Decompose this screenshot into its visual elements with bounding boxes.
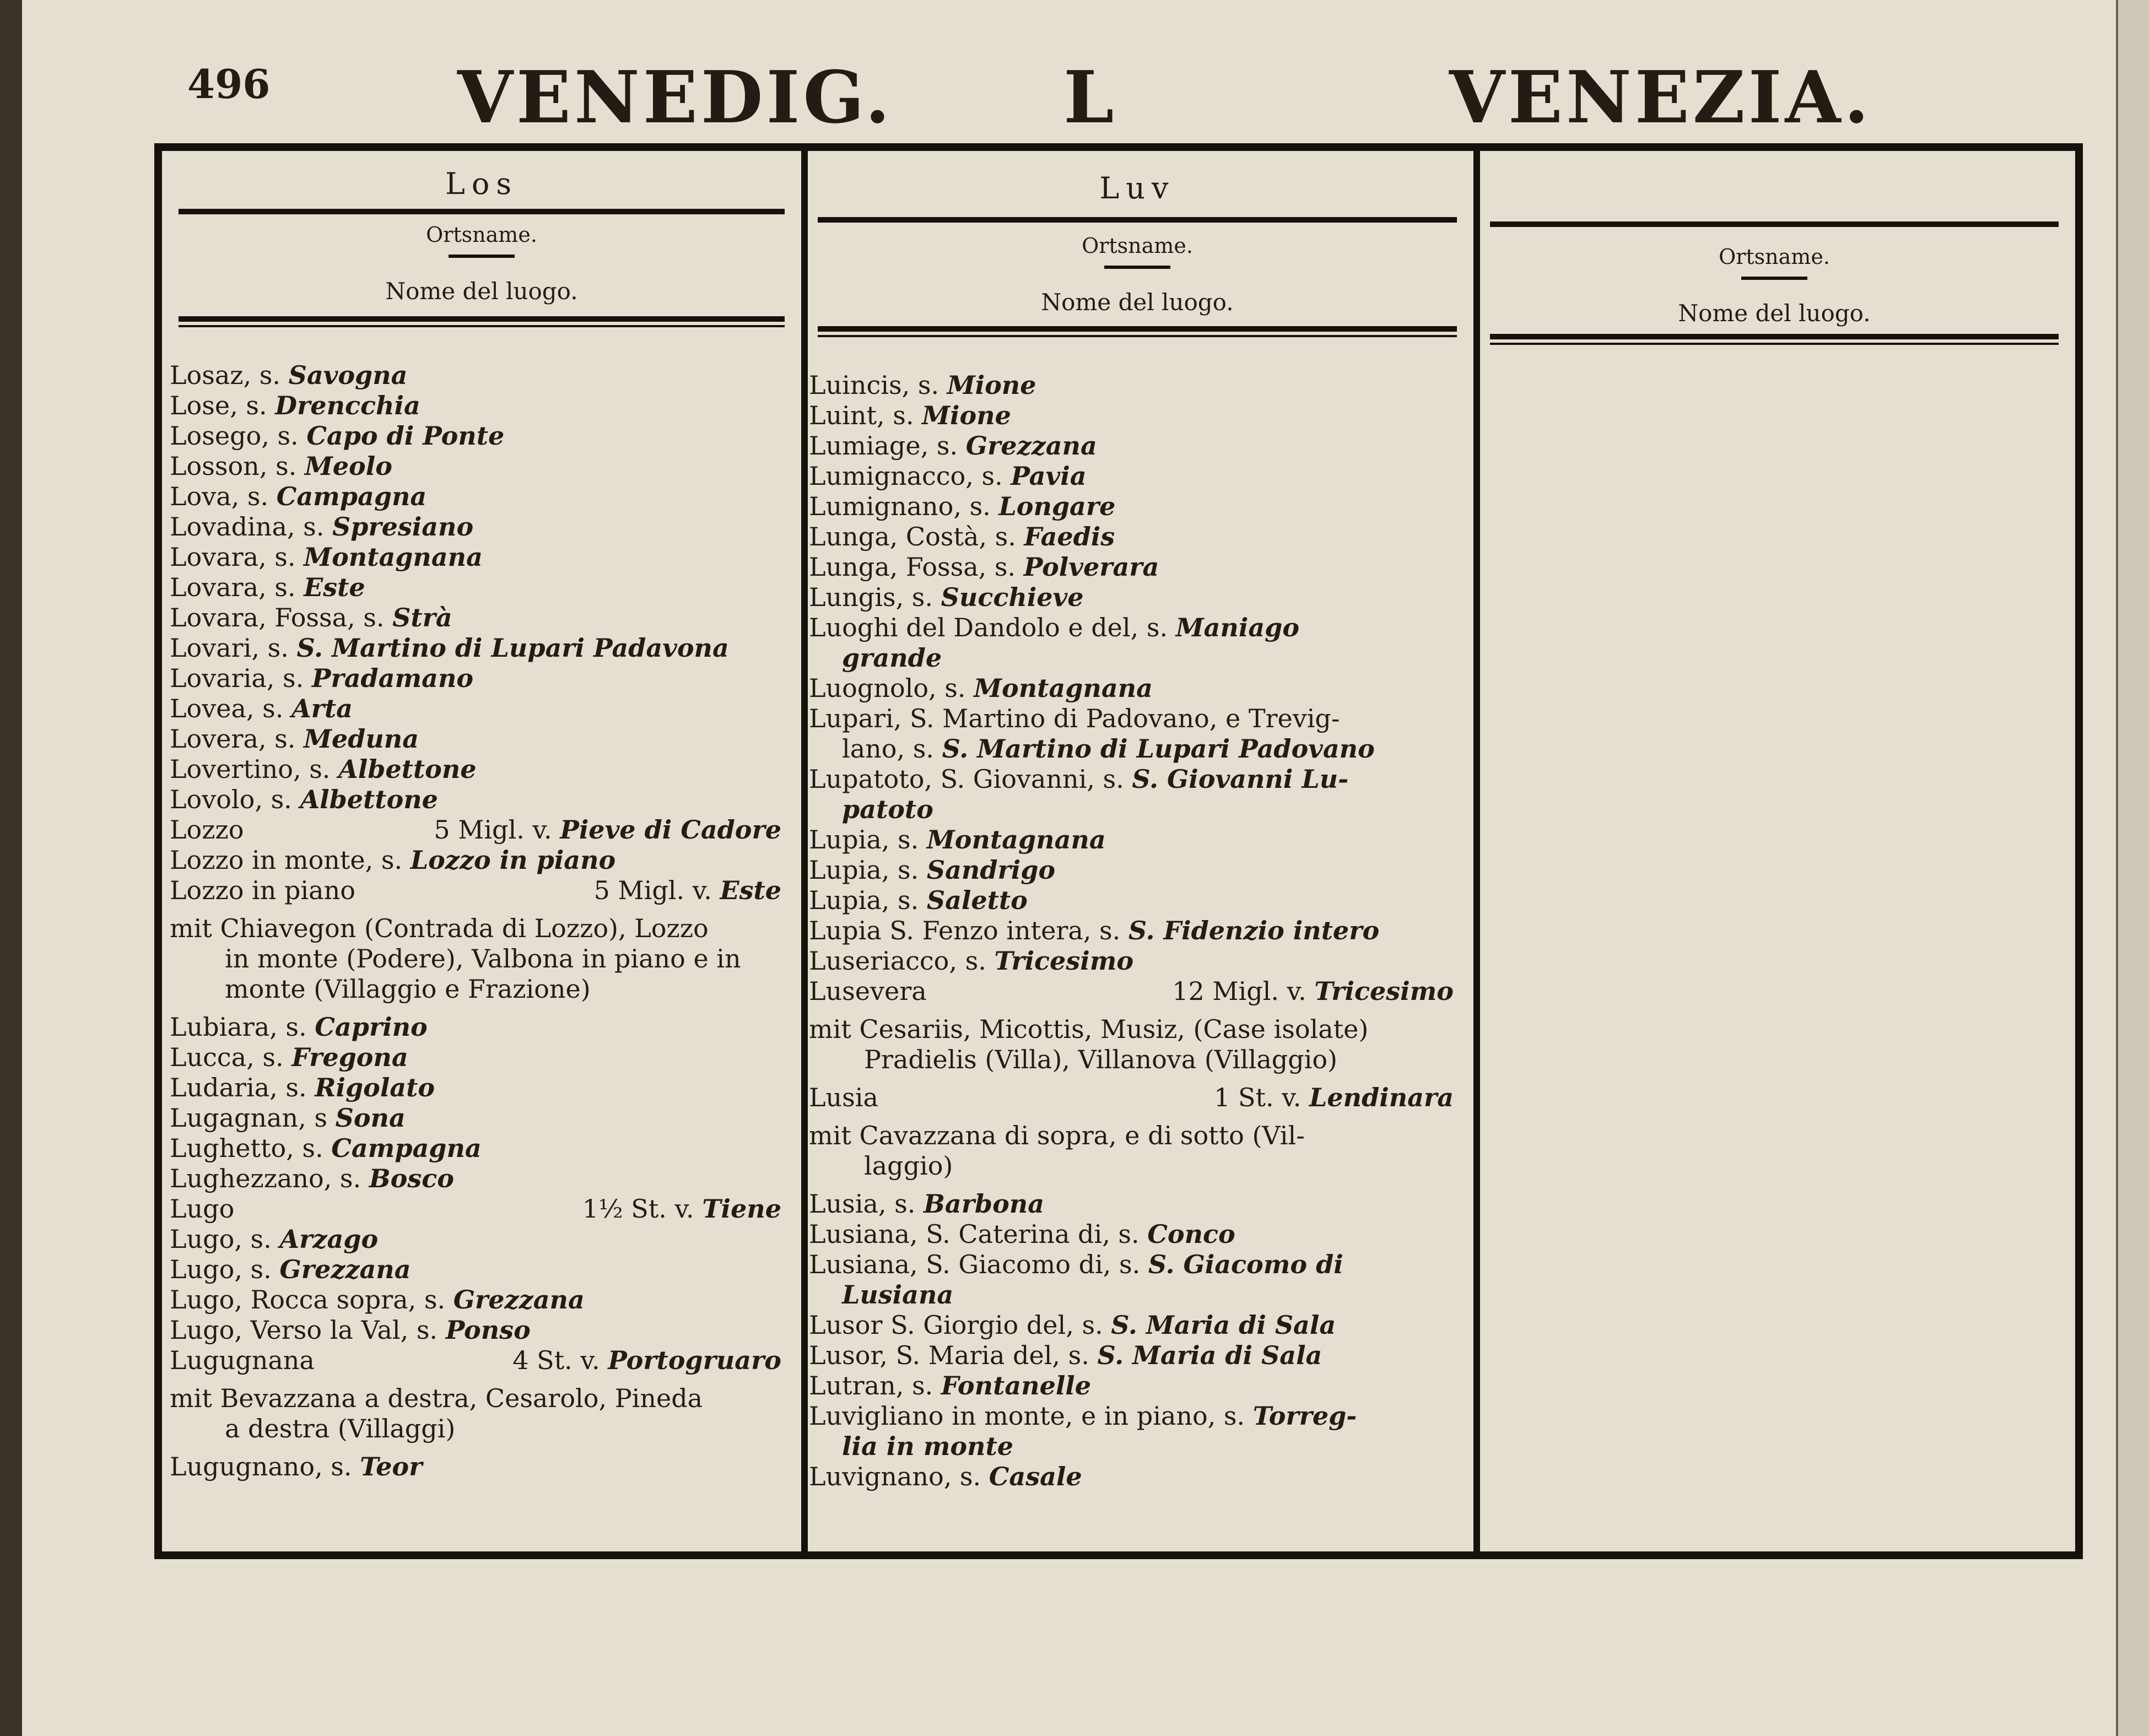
header-rule xyxy=(179,209,785,214)
mit-note xyxy=(170,913,797,1004)
entry-name: Lucca, s. xyxy=(170,1042,284,1072)
entry-name: Lose, s. xyxy=(170,391,267,420)
entry-name: Lugugnano, s. xyxy=(170,1452,352,1481)
entry-reference: Mione xyxy=(947,370,1036,400)
header-rule xyxy=(179,325,785,327)
list-item xyxy=(170,785,797,815)
entry-reference: Lusiana xyxy=(842,1280,954,1310)
entry-reference: Montagnana xyxy=(974,673,1153,703)
list-item xyxy=(170,512,797,542)
entry-name: Lova, s. xyxy=(170,482,269,511)
entry-reference: Este xyxy=(304,572,365,602)
entry-reference: Teor xyxy=(360,1452,423,1481)
entry-reference: Grezzana xyxy=(965,431,1097,461)
list-item xyxy=(170,1452,797,1482)
label-nome-del-luogo: Nome del luogo. xyxy=(385,278,578,305)
distance-place: Lendinara xyxy=(1309,1083,1454,1112)
entry-reference: S. Fidenzio intero xyxy=(1128,916,1380,945)
entry-name: Lungis, s. xyxy=(809,582,933,612)
entry-name: Lozzo in monte, s. xyxy=(170,845,403,875)
entry-distance xyxy=(512,1345,781,1376)
book-page xyxy=(22,0,2116,1736)
entry-distance xyxy=(1214,1083,1454,1113)
entry-name: Lusia, s. xyxy=(809,1189,916,1219)
distance-place: Portogruaro xyxy=(608,1345,781,1375)
entry-name: Luognolo, s. xyxy=(809,673,966,703)
distance-value: 5 Migl. v. xyxy=(434,815,552,845)
entry-reference: S. Giacomo di xyxy=(1148,1250,1343,1279)
entry-name: Lugagnan, s xyxy=(170,1103,328,1133)
entry-name: Lusevera xyxy=(809,976,927,1006)
list-item xyxy=(809,764,1469,794)
entry-name: Lugo, s. xyxy=(170,1224,272,1254)
entry-reference: Casale xyxy=(989,1462,1082,1491)
note-line: a destra (Villaggi) xyxy=(225,1414,456,1443)
mit-note xyxy=(170,1383,797,1444)
column-header xyxy=(801,151,1473,360)
list-item xyxy=(809,522,1469,552)
entry-reference: Pradamano xyxy=(311,663,474,693)
note-line: mit Chiavegon (Contrada di Lozzo), Lozzo xyxy=(170,913,709,943)
entry-name: Lovertino, s. xyxy=(170,754,331,784)
entry-name: Lovaria, s. xyxy=(170,663,304,693)
entry-list xyxy=(809,370,1469,1551)
entry-distance xyxy=(1172,976,1454,1007)
list-item xyxy=(809,976,1469,1007)
mit-note xyxy=(809,1121,1469,1181)
list-item xyxy=(809,855,1469,885)
entry-name: Lupari, S. Martino di Padovano, e Trevig- xyxy=(809,704,1340,733)
list-item xyxy=(170,1103,797,1133)
list-item xyxy=(809,946,1469,976)
entry-reference: Campagna xyxy=(331,1133,482,1163)
entry-reference: Polverara xyxy=(1023,552,1159,582)
entry-name: Losson, s. xyxy=(170,451,297,481)
list-item xyxy=(809,401,1469,431)
entry-name: Luvignano, s. xyxy=(809,1462,981,1491)
note-line: Pradielis (Villa), Villanova (Villaggio) xyxy=(864,1045,1337,1074)
distance-value: 5 Migl. v. xyxy=(593,875,712,905)
distance-value: 1 St. v. xyxy=(1214,1083,1302,1112)
entry-reference: Tricesimo xyxy=(994,946,1134,976)
list-item xyxy=(809,461,1469,491)
entry-name: Lugo, s. xyxy=(170,1254,272,1284)
list-item xyxy=(809,1280,1469,1310)
list-item xyxy=(170,845,797,875)
list-item xyxy=(809,916,1469,946)
entry-reference: Fregona xyxy=(291,1042,408,1072)
entry-name: Lugo, Verso la Val, s. xyxy=(170,1315,438,1345)
entry-name: Lugugnana xyxy=(170,1345,315,1375)
column-title: Los xyxy=(445,166,519,201)
next-page-edge xyxy=(2116,0,2149,1736)
entry-reference: grande xyxy=(842,643,942,673)
label-nome-del-luogo: Nome del luogo. xyxy=(1678,300,1871,327)
label-nome-del-luogo: Nome del luogo. xyxy=(1041,289,1234,316)
entry-name: Lusia xyxy=(809,1083,878,1112)
table-frame xyxy=(154,143,2083,1559)
column-los xyxy=(162,151,801,1551)
list-item xyxy=(170,815,797,845)
entry-reference: Grezzana xyxy=(453,1285,585,1315)
list-item xyxy=(170,603,797,633)
note-line: mit Bevazzana a destra, Cesarolo, Pineda xyxy=(170,1383,703,1413)
header-rule xyxy=(818,326,1457,332)
entry-name: Lupatoto, S. Giovanni, s. xyxy=(809,764,1132,794)
distance-value: 1½ St. v. xyxy=(582,1194,694,1224)
entry-name: Lusor, S. Maria del, s. xyxy=(809,1340,1089,1370)
entry-name: Lupia, s. xyxy=(809,885,919,915)
distance-place: Tiene xyxy=(702,1194,781,1224)
list-item xyxy=(170,482,797,512)
column-header xyxy=(162,151,801,360)
entry-reference: Arta xyxy=(291,694,353,723)
label-ortsname: Ortsname. xyxy=(1719,245,1830,269)
list-item xyxy=(170,1012,797,1042)
entry-name: Lunga, Costà, s. xyxy=(809,522,1016,551)
entry-reference: Meolo xyxy=(304,451,392,481)
entry-reference: Bosco xyxy=(369,1164,454,1193)
list-item xyxy=(809,704,1469,734)
label-divider xyxy=(449,255,515,258)
list-item xyxy=(170,875,797,906)
entry-reference: Montagnana xyxy=(926,825,1106,855)
entry-reference: Faedis xyxy=(1024,522,1115,551)
entry-name: Lutran, s. xyxy=(809,1371,933,1400)
entry-reference: Mione xyxy=(922,401,1011,430)
entry-reference: Meduna xyxy=(303,724,419,754)
column-title: Luv xyxy=(1099,171,1175,205)
entry-reference: Albettone xyxy=(338,754,477,784)
entry-reference: S. Maria di Sala xyxy=(1111,1310,1336,1340)
page-number: 496 xyxy=(187,61,271,107)
list-item xyxy=(809,794,1469,825)
entry-reference: Lozzo in piano xyxy=(410,845,616,875)
header-letter: L xyxy=(1063,55,1117,139)
entry-reference: Barbona xyxy=(924,1189,1045,1219)
entry-name: Luvigliano in monte, e in piano, s. xyxy=(809,1401,1253,1431)
entry-name: Lozzo in piano xyxy=(170,875,355,905)
entry-name: Lovea, s. xyxy=(170,694,284,723)
column-header xyxy=(1473,151,2075,360)
distance-value: 4 St. v. xyxy=(512,1345,600,1375)
entry-name: Luseriacco, s. xyxy=(809,946,986,976)
entry-reference: Drencchia xyxy=(275,391,420,420)
entry-name: Lovara, s. xyxy=(170,542,296,572)
list-item xyxy=(809,734,1469,764)
header-rule xyxy=(1490,221,2059,227)
list-item xyxy=(170,694,797,724)
entry-reference: Savogna xyxy=(288,360,408,390)
mit-note xyxy=(809,1014,1469,1075)
entry-reference: S. Giovanni Lu- xyxy=(1132,764,1349,794)
entry-name: lano, s. xyxy=(842,734,942,764)
entry-reference: Torreg- xyxy=(1252,1401,1357,1431)
entry-list xyxy=(170,360,797,1551)
entry-name: Lovari, s. xyxy=(170,633,289,663)
entry-reference: Capo di Ponte xyxy=(306,421,505,451)
list-item xyxy=(170,451,797,482)
entry-name: Lugo, Rocca sopra, s. xyxy=(170,1285,446,1315)
entry-reference: Conco xyxy=(1147,1219,1235,1249)
entry-reference: Sandrigo xyxy=(926,855,1056,885)
entry-reference: Longare xyxy=(998,491,1116,521)
label-ortsname: Ortsname. xyxy=(426,223,537,247)
list-item xyxy=(809,1431,1469,1462)
list-item xyxy=(809,1250,1469,1280)
entry-reference: S. Martino di Lupari Padavona xyxy=(296,633,729,663)
entry-name: Lughetto, s. xyxy=(170,1133,323,1163)
header-venezia: VENEZIA. xyxy=(1449,55,1872,139)
column-empty xyxy=(1473,151,2075,1551)
entry-name: Ludaria, s. xyxy=(170,1073,307,1102)
list-item xyxy=(809,1189,1469,1219)
book-gutter xyxy=(0,0,22,1736)
entry-name: Losego, s. xyxy=(170,421,299,451)
entry-name: Lozzo xyxy=(170,815,244,845)
entry-reference: patoto xyxy=(842,794,933,824)
entry-name: Lusor S. Giorgio del, s. xyxy=(809,1310,1103,1340)
distance-place: Pieve di Cadore xyxy=(560,815,781,845)
list-item xyxy=(170,754,797,785)
list-item xyxy=(170,1133,797,1164)
distance-value: 12 Migl. v. xyxy=(1172,976,1306,1006)
label-divider xyxy=(1104,266,1170,269)
entry-reference: Rigolato xyxy=(315,1073,435,1102)
header-rule xyxy=(1490,334,2059,339)
note-line: in monte (Podere), Valbona in piano e in monte (Villaggio e Frazione) xyxy=(225,944,741,1004)
list-item xyxy=(170,391,797,421)
entry-name: Lupia, s. xyxy=(809,825,919,855)
note-line: mit Cavazzana di sopra, e di sotto (Vil- xyxy=(809,1121,1305,1150)
entry-name: Luoghi del Dandolo e del, s. xyxy=(809,613,1176,642)
entry-reference: Arzago xyxy=(279,1224,379,1254)
list-item xyxy=(809,431,1469,461)
list-item xyxy=(170,1164,797,1194)
distance-place: Este xyxy=(720,875,781,905)
list-item xyxy=(809,1371,1469,1401)
entry-name: Lupia, s. xyxy=(809,855,919,885)
entry-reference: Campagna xyxy=(276,482,427,511)
list-item xyxy=(809,613,1469,643)
list-item xyxy=(170,1073,797,1103)
entry-name: Luint, s. xyxy=(809,401,914,430)
list-item xyxy=(170,1254,797,1285)
entry-name: Lumiage, s. xyxy=(809,431,958,461)
entry-name: Lunga, Fossa, s. xyxy=(809,552,1016,582)
list-item xyxy=(809,643,1469,673)
note-line: laggio) xyxy=(864,1151,953,1181)
entry-reference: Sona xyxy=(335,1103,406,1133)
list-item xyxy=(809,370,1469,401)
list-item xyxy=(809,552,1469,582)
entry-distance xyxy=(582,1194,781,1224)
list-item xyxy=(809,1462,1469,1492)
entry-name: Lupia S. Fenzo intera, s. xyxy=(809,916,1121,945)
entry-reference: Ponso xyxy=(445,1315,531,1345)
entry-reference: Grezzana xyxy=(279,1254,411,1284)
entry-name: Lovara, s. xyxy=(170,572,296,602)
entry-name: Lumignano, s. xyxy=(809,491,991,521)
header-rule xyxy=(1490,343,2059,345)
list-item xyxy=(170,421,797,451)
list-item xyxy=(170,1345,797,1376)
list-item xyxy=(809,1083,1469,1113)
list-item xyxy=(170,1285,797,1315)
entry-name: Losaz, s. xyxy=(170,360,280,390)
entry-name: Lubiara, s. xyxy=(170,1012,307,1042)
entry-reference: Strà xyxy=(392,603,452,632)
entry-reference: Maniago xyxy=(1175,613,1299,642)
entry-name: Luincis, s. xyxy=(809,370,939,400)
list-item xyxy=(170,542,797,572)
list-item xyxy=(809,1340,1469,1371)
column-luv xyxy=(801,151,1473,1551)
note-line: mit Cesariis, Micottis, Musiz, (Case isolate) xyxy=(809,1014,1369,1044)
entry-name: Lusiana, S. Giacomo di, s. xyxy=(809,1250,1148,1279)
entry-distance xyxy=(594,875,781,906)
list-item xyxy=(170,360,797,391)
list-item xyxy=(170,663,797,694)
list-item xyxy=(170,724,797,754)
entry-name: Lovadina, s. xyxy=(170,512,325,542)
list-item xyxy=(170,1042,797,1073)
entry-reference: lia in monte xyxy=(842,1431,1014,1461)
label-divider xyxy=(1741,277,1807,280)
list-item xyxy=(809,1401,1469,1431)
entry-reference: Albettone xyxy=(300,785,438,814)
entry-name: Lugo xyxy=(170,1194,235,1224)
entry-reference: Saletto xyxy=(926,885,1028,915)
list-item xyxy=(170,633,797,663)
entry-name: Lumignacco, s. xyxy=(809,461,1003,491)
list-item xyxy=(809,885,1469,916)
entry-name: Lughezzano, s. xyxy=(170,1164,361,1193)
distance-place: Tricesimo xyxy=(1314,976,1454,1006)
list-item xyxy=(809,673,1469,704)
header-rule xyxy=(818,335,1457,337)
entry-reference: Fontanelle xyxy=(941,1371,1092,1400)
entry-reference: S. Maria di Sala xyxy=(1097,1340,1322,1370)
entry-reference: Succhieve xyxy=(941,582,1084,612)
entry-reference: Montagnana xyxy=(304,542,483,572)
list-item xyxy=(170,1315,797,1345)
header-rule xyxy=(818,217,1457,223)
header-venedig: VENEDIG. xyxy=(457,55,894,139)
list-item xyxy=(170,1194,797,1224)
entry-name: Lusiana, S. Caterina di, s. xyxy=(809,1219,1140,1249)
entry-reference: S. Martino di Lupari Padovano xyxy=(942,734,1375,764)
list-item xyxy=(809,491,1469,522)
entry-reference: Pavia xyxy=(1011,461,1087,491)
entry-reference: Caprino xyxy=(315,1012,428,1042)
list-item xyxy=(809,1310,1469,1340)
entry-name: Lovara, Fossa, s. xyxy=(170,603,385,632)
list-item xyxy=(809,825,1469,855)
list-item xyxy=(170,572,797,603)
entry-name: Lovolo, s. xyxy=(170,785,292,814)
entry-distance xyxy=(434,815,781,845)
entry-reference: Spresiano xyxy=(332,512,474,542)
list-item xyxy=(170,1224,797,1254)
label-ortsname: Ortsname. xyxy=(1082,234,1193,258)
entry-name: Lovera, s. xyxy=(170,724,296,754)
header-rule xyxy=(179,316,785,322)
list-item xyxy=(809,1219,1469,1250)
list-item xyxy=(809,582,1469,613)
